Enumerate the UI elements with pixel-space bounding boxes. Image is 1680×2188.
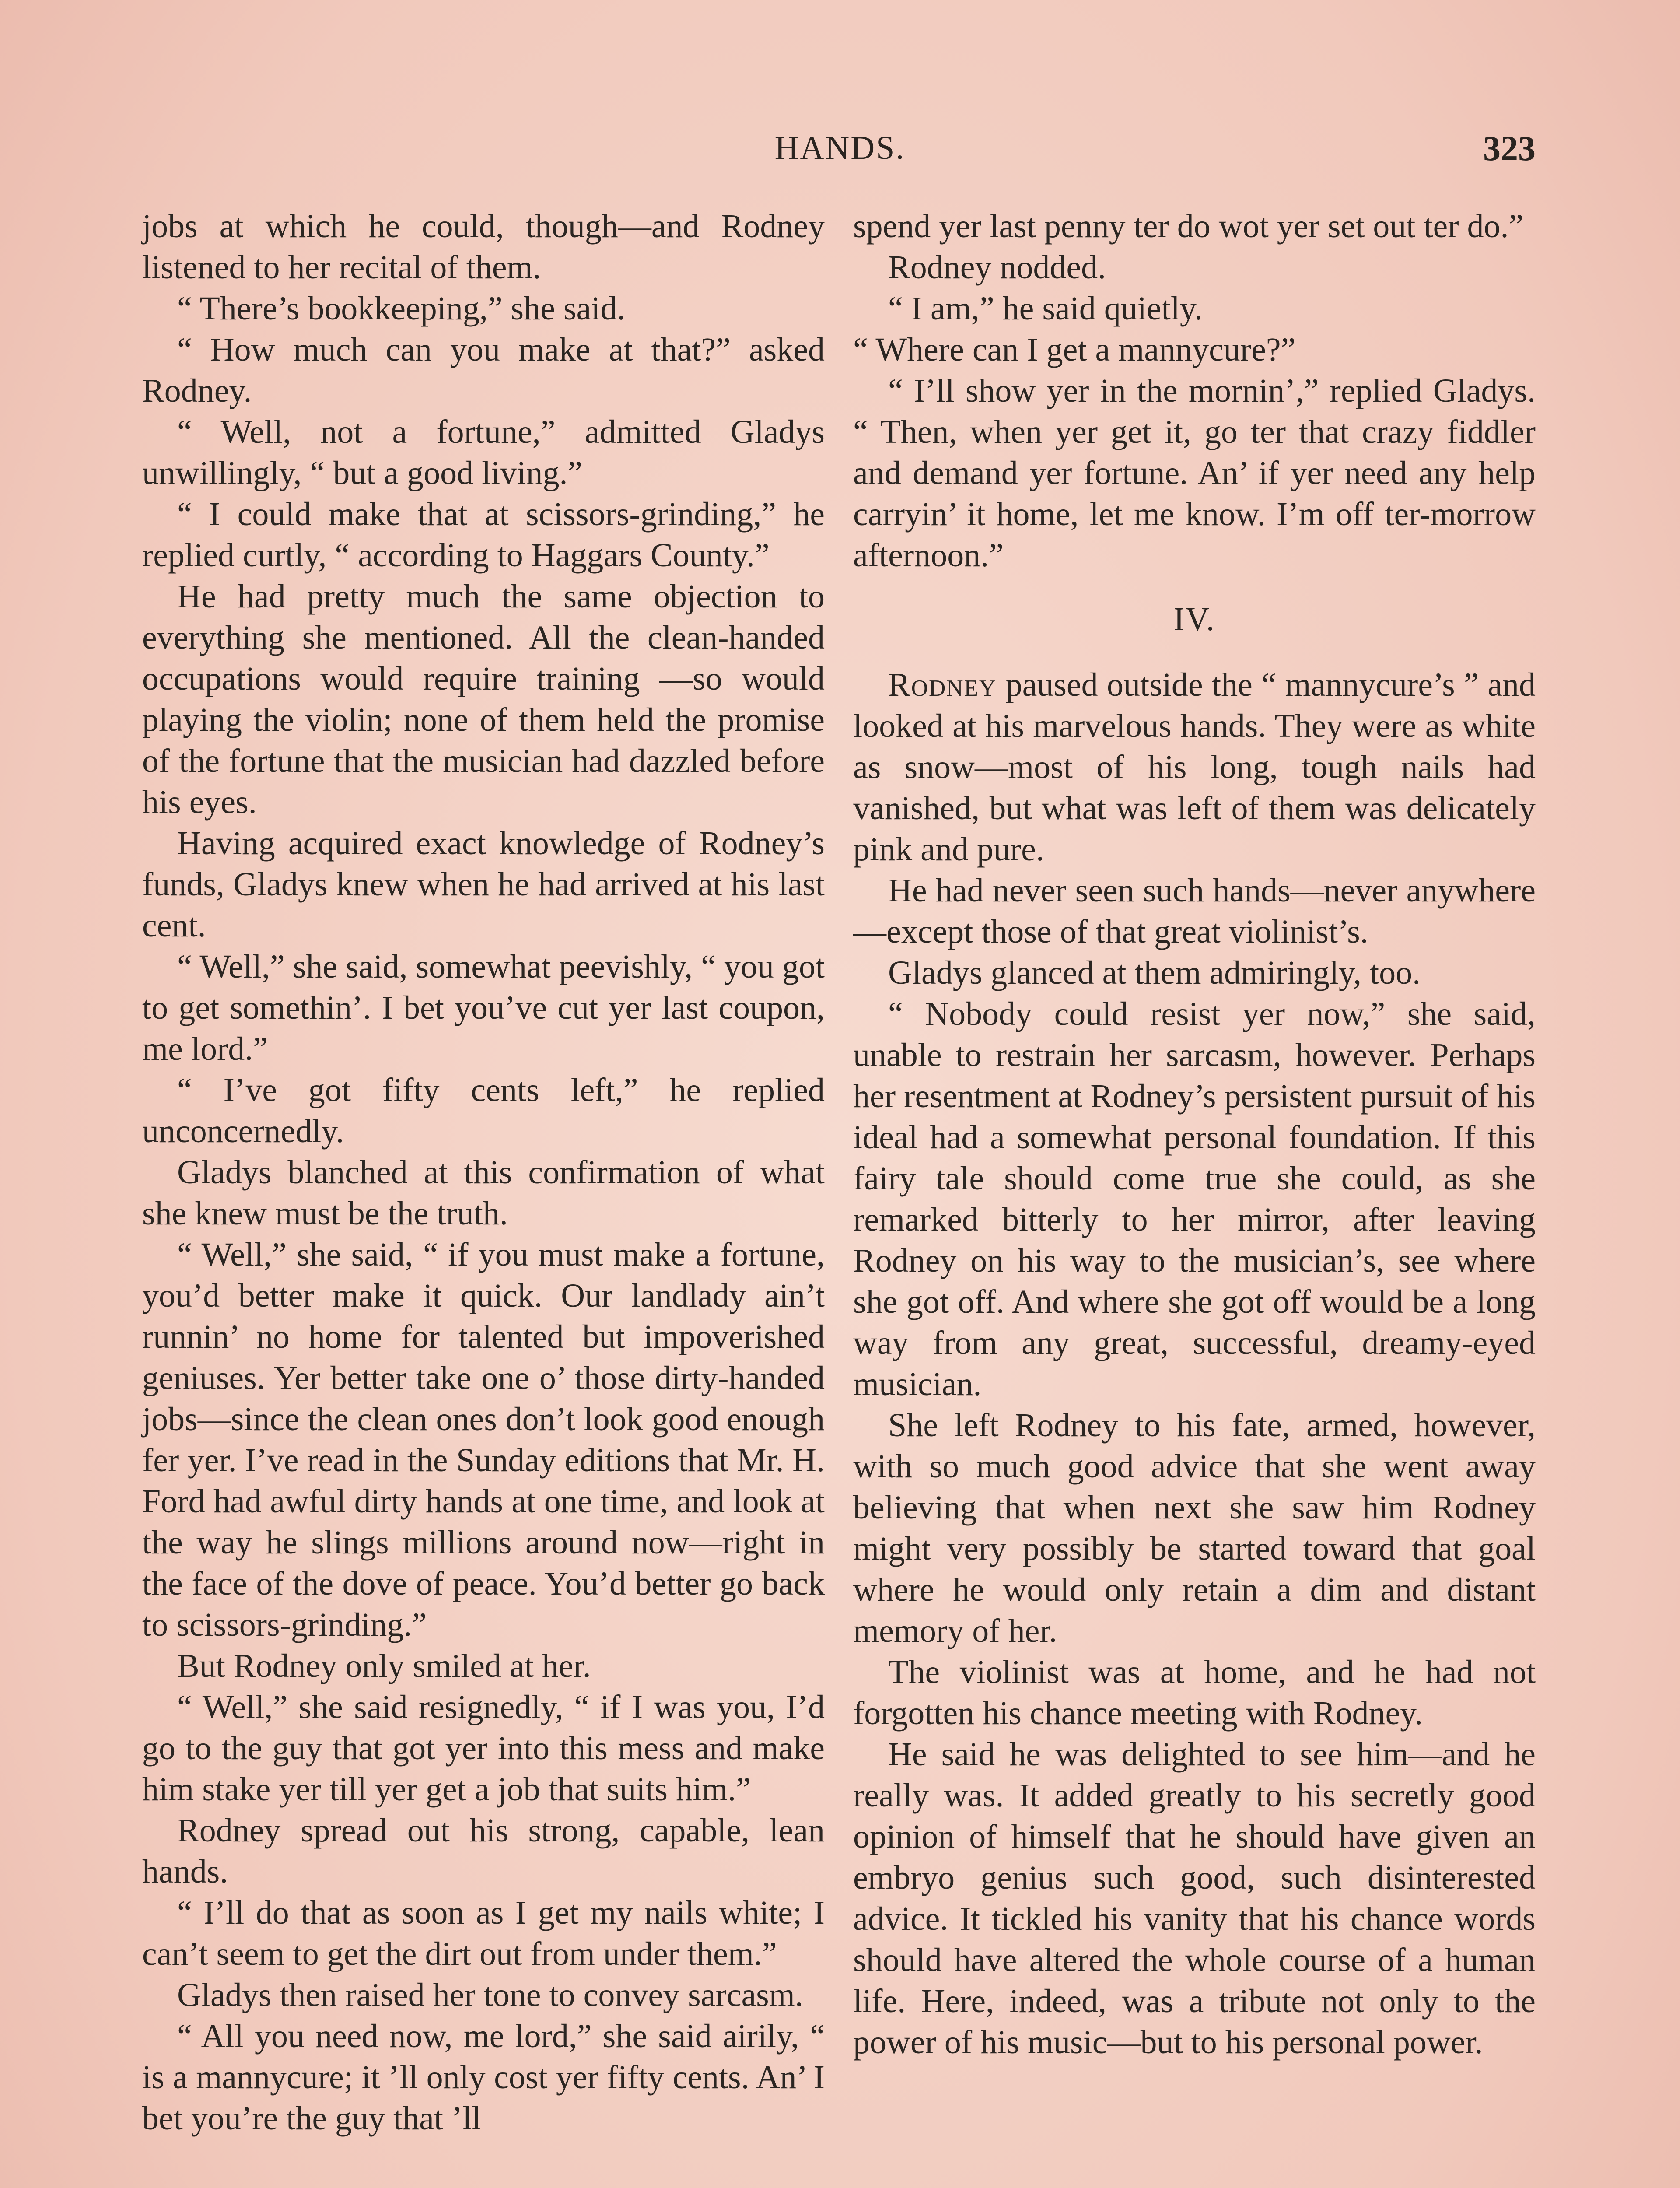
paragraph: He had never seen such hands—never anywhere—except those of that great violinist’s. <box>853 872 1536 950</box>
paragraph: “ I’ll show yer in the mornin’,” replied Gladys. “ Then, when yer get it, go ter that crazy fiddler and demand yer fortune. An’ if yer need any help carryin’ it home, let me know. I’m off ter-morrow afternoon.” <box>853 372 1536 574</box>
paragraph: “ Nobody could resist yer now,” she said, unable to restrain her sarcasm, however. Perhaps her resentment at Rodney’s persistent pursuit of his ideal had a somewhat personal foundation. If this fairy tale should come true she could, as she remarked bitterly to her mirror, after leaving Rodney on his way to the musician’s, see where she got off. And where she got off would be a long way from any great, successful, dreamy-eyed musician. <box>853 996 1536 1403</box>
paragraph: Rodney spread out his strong, capable, lean hands. <box>142 1812 825 1890</box>
paragraph: “ There’s bookkeeping,” she said. <box>177 290 626 327</box>
paragraph: “ How much can you make at that?” asked Rodney. <box>142 331 825 409</box>
paragraph: Having acquired exact knowledge of Rodney’s funds, Gladys knew when he had arrived at his last cent. <box>142 825 825 944</box>
section-heading: IV. <box>1173 601 1215 638</box>
paragraph: “ Well,” she said resignedly, “ if I was you, I’d go to the guy that got yer into this mess and make him stake yer till yer get a job that suits him.” <box>142 1689 825 1808</box>
left-column <box>142 206 825 2139</box>
paragraph: “ I’ll do that as soon as I get my nails white; I can’t seem to get the dirt out from under them.” <box>142 1894 825 1972</box>
paragraph: Rodney nodded. <box>888 249 1106 286</box>
paragraph: “ Well,” she said, “ if you must make a fortune, you’d better make it quick. Our landlady ain’t runnin’ no home for talented but impoverished geniuses. Yer better take one o’ those dirty-handed jobs—since the clean ones don’t look good enough fer yer. I’ve read in the Sunday editions that Mr. H. Ford had awful dirty hands at one time, and look at the way he slings millions around now—right in the face of the dove of peace. You’d better go back to scissors-grinding.” <box>142 1236 825 1643</box>
paragraph: Gladys blanched at this confirmation of what she knew must be the truth. <box>142 1154 825 1232</box>
paragraph: “ I’ve got fifty cents left,” he replied unconcernedly. <box>142 1072 825 1150</box>
paragraph: Gladys glanced at them admiringly, too. <box>888 954 1421 991</box>
paragraph: But Rodney only smiled at her. <box>177 1648 591 1684</box>
paragraph: “ All you need now, me lord,” she said airily, “ is a mannycure; it ’ll only cost yer fifty cents. An’ I bet you’re the guy that ’ll <box>142 2018 825 2137</box>
opening-word: Rodney <box>888 666 997 703</box>
page-header <box>144 129 1536 177</box>
paragraph: “ Well, not a fortune,” admitted Gladys unwillingly, “ but a good living.” <box>142 414 825 491</box>
section-opening-paragraph <box>853 664 1536 870</box>
paragraph: “ I could make that at scissors-grinding,” he replied curtly, “ according to Haggars County.” <box>142 496 825 574</box>
paragraph: spend yer last penny ter do wot yer set out ter do.” <box>853 208 1524 245</box>
page-number: 323 <box>1483 130 1536 168</box>
paragraph: She left Rodney to his fate, armed, however, with so much good advice that she went away believing that when next she saw him Rodney might very possibly be started toward that goal where he would only retain a dim and distant memory of her. <box>853 1407 1536 1649</box>
paragraph: Gladys then raised her tone to convey sarcasm. <box>177 1977 803 2013</box>
paragraph: “ Well,” she said, somewhat peevishly, “ you got to get somethin’. I bet you’ve cut yer last coupon, me lord.” <box>142 948 825 1067</box>
paragraph: “ Where can I get a mannycure?” <box>853 331 1296 368</box>
paragraph: “ I am,” he said quietly. <box>888 290 1203 327</box>
paragraph: He had pretty much the same objection to everything she mentioned. All the clean-handed occupations would require training —so would playing the violin; none of them held the promise of the fortune that the musician had dazzled before his eyes. <box>142 578 825 820</box>
paragraph: jobs at which he could, though—and Rodney listened to her recital of them. <box>142 208 825 286</box>
opening-text: paused outside the “ mannycure’s ” and looked at his marvelous hands. They were as white as snow—most of his long, tough nails had vanished, but what was left of them was delicately pink and pure. <box>853 666 1536 868</box>
paragraph: The violinist was at home, and he had not forgotten his chance meeting with Rodney. <box>853 1654 1536 1732</box>
paragraph: He said he was delighted to see him—and he really was. It added greatly to his secretly good opinion of himself that he should have given an embryo genius such good, such disinterested advice. It tickled his vanity that his chance words should have altered the whole course of a human life. Here, indeed, was a tribute not only to the power of his music—but to his personal power. <box>853 1736 1536 2061</box>
right-column <box>853 206 1536 2063</box>
running-title: HANDS. <box>774 130 906 166</box>
